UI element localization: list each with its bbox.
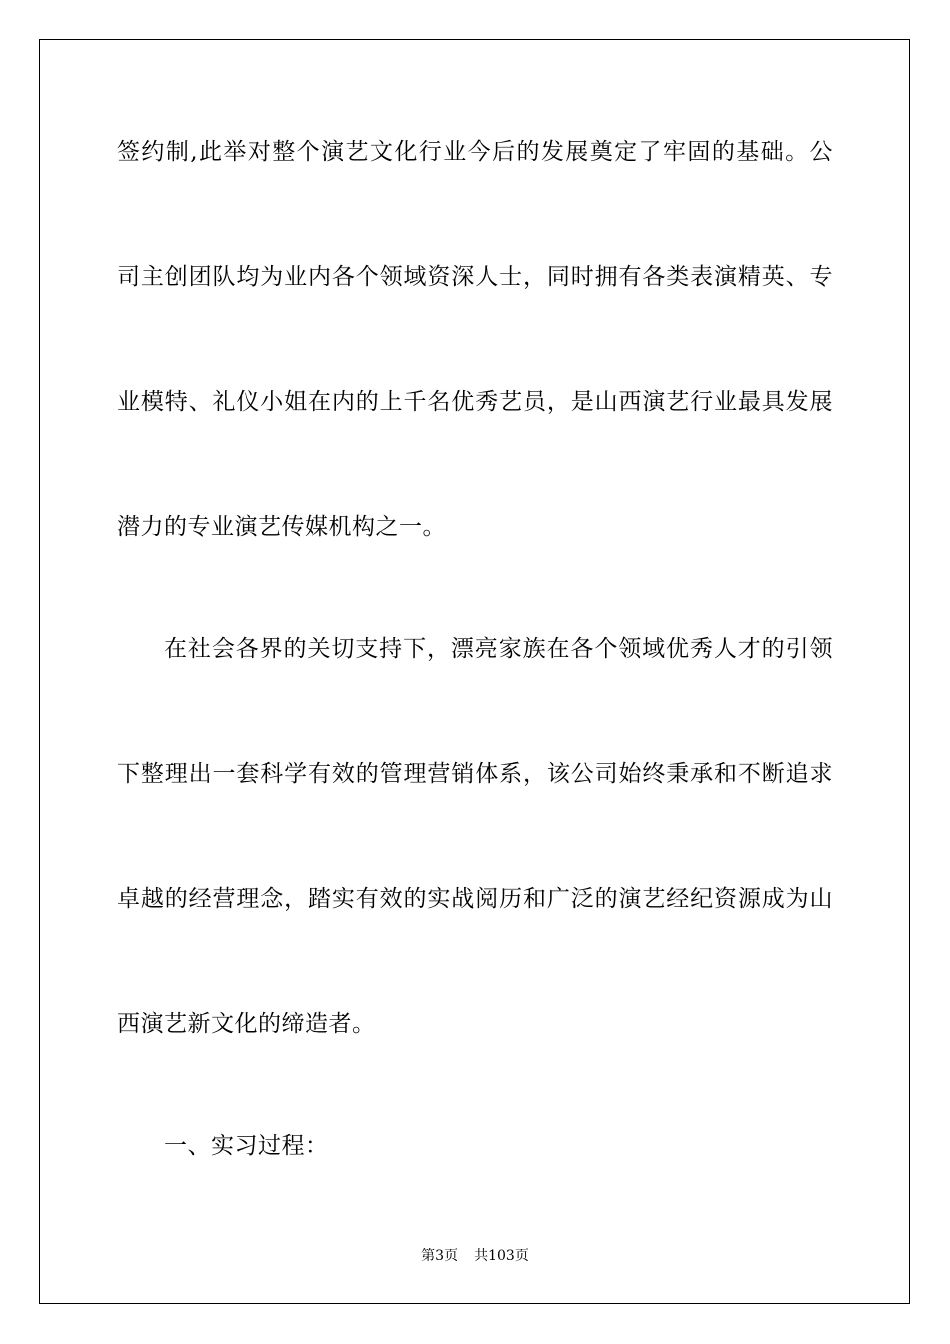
text-line-8: 西演艺新文化的缔造者。: [117, 1011, 376, 1037]
page-footer: [0, 1247, 950, 1265]
section-heading: 一、实习过程：: [164, 1133, 329, 1159]
text-line-5: 在社会各界的关切支持下，漂亮家族在各个领域优秀人才的引领: [164, 636, 833, 662]
text-line-6: 下整理出一套科学有效的管理营销体系，该公司始终秉承和不断追求: [117, 761, 833, 787]
page-border: [39, 39, 910, 1304]
page-number: 第3页: [421, 1248, 459, 1264]
text-line-3: 业模特、礼仪小姐在内的上千名优秀艺员，是山西演艺行业最具发展: [117, 389, 833, 415]
text-line-1: 签约制,此举对整个演艺文化行业今后的发展奠定了牢固的基础。公: [117, 139, 833, 165]
total-pages: 共103页: [474, 1248, 529, 1264]
text-line-2: 司主创团队均为业内各个领域资深人士，同时拥有各类表演精英、专: [117, 264, 833, 290]
text-line-4: 潜力的专业演艺传媒机构之一。: [117, 514, 446, 540]
text-line-7: 卓越的经营理念，踏实有效的实战阅历和广泛的演艺经纪资源成为山: [117, 886, 833, 912]
